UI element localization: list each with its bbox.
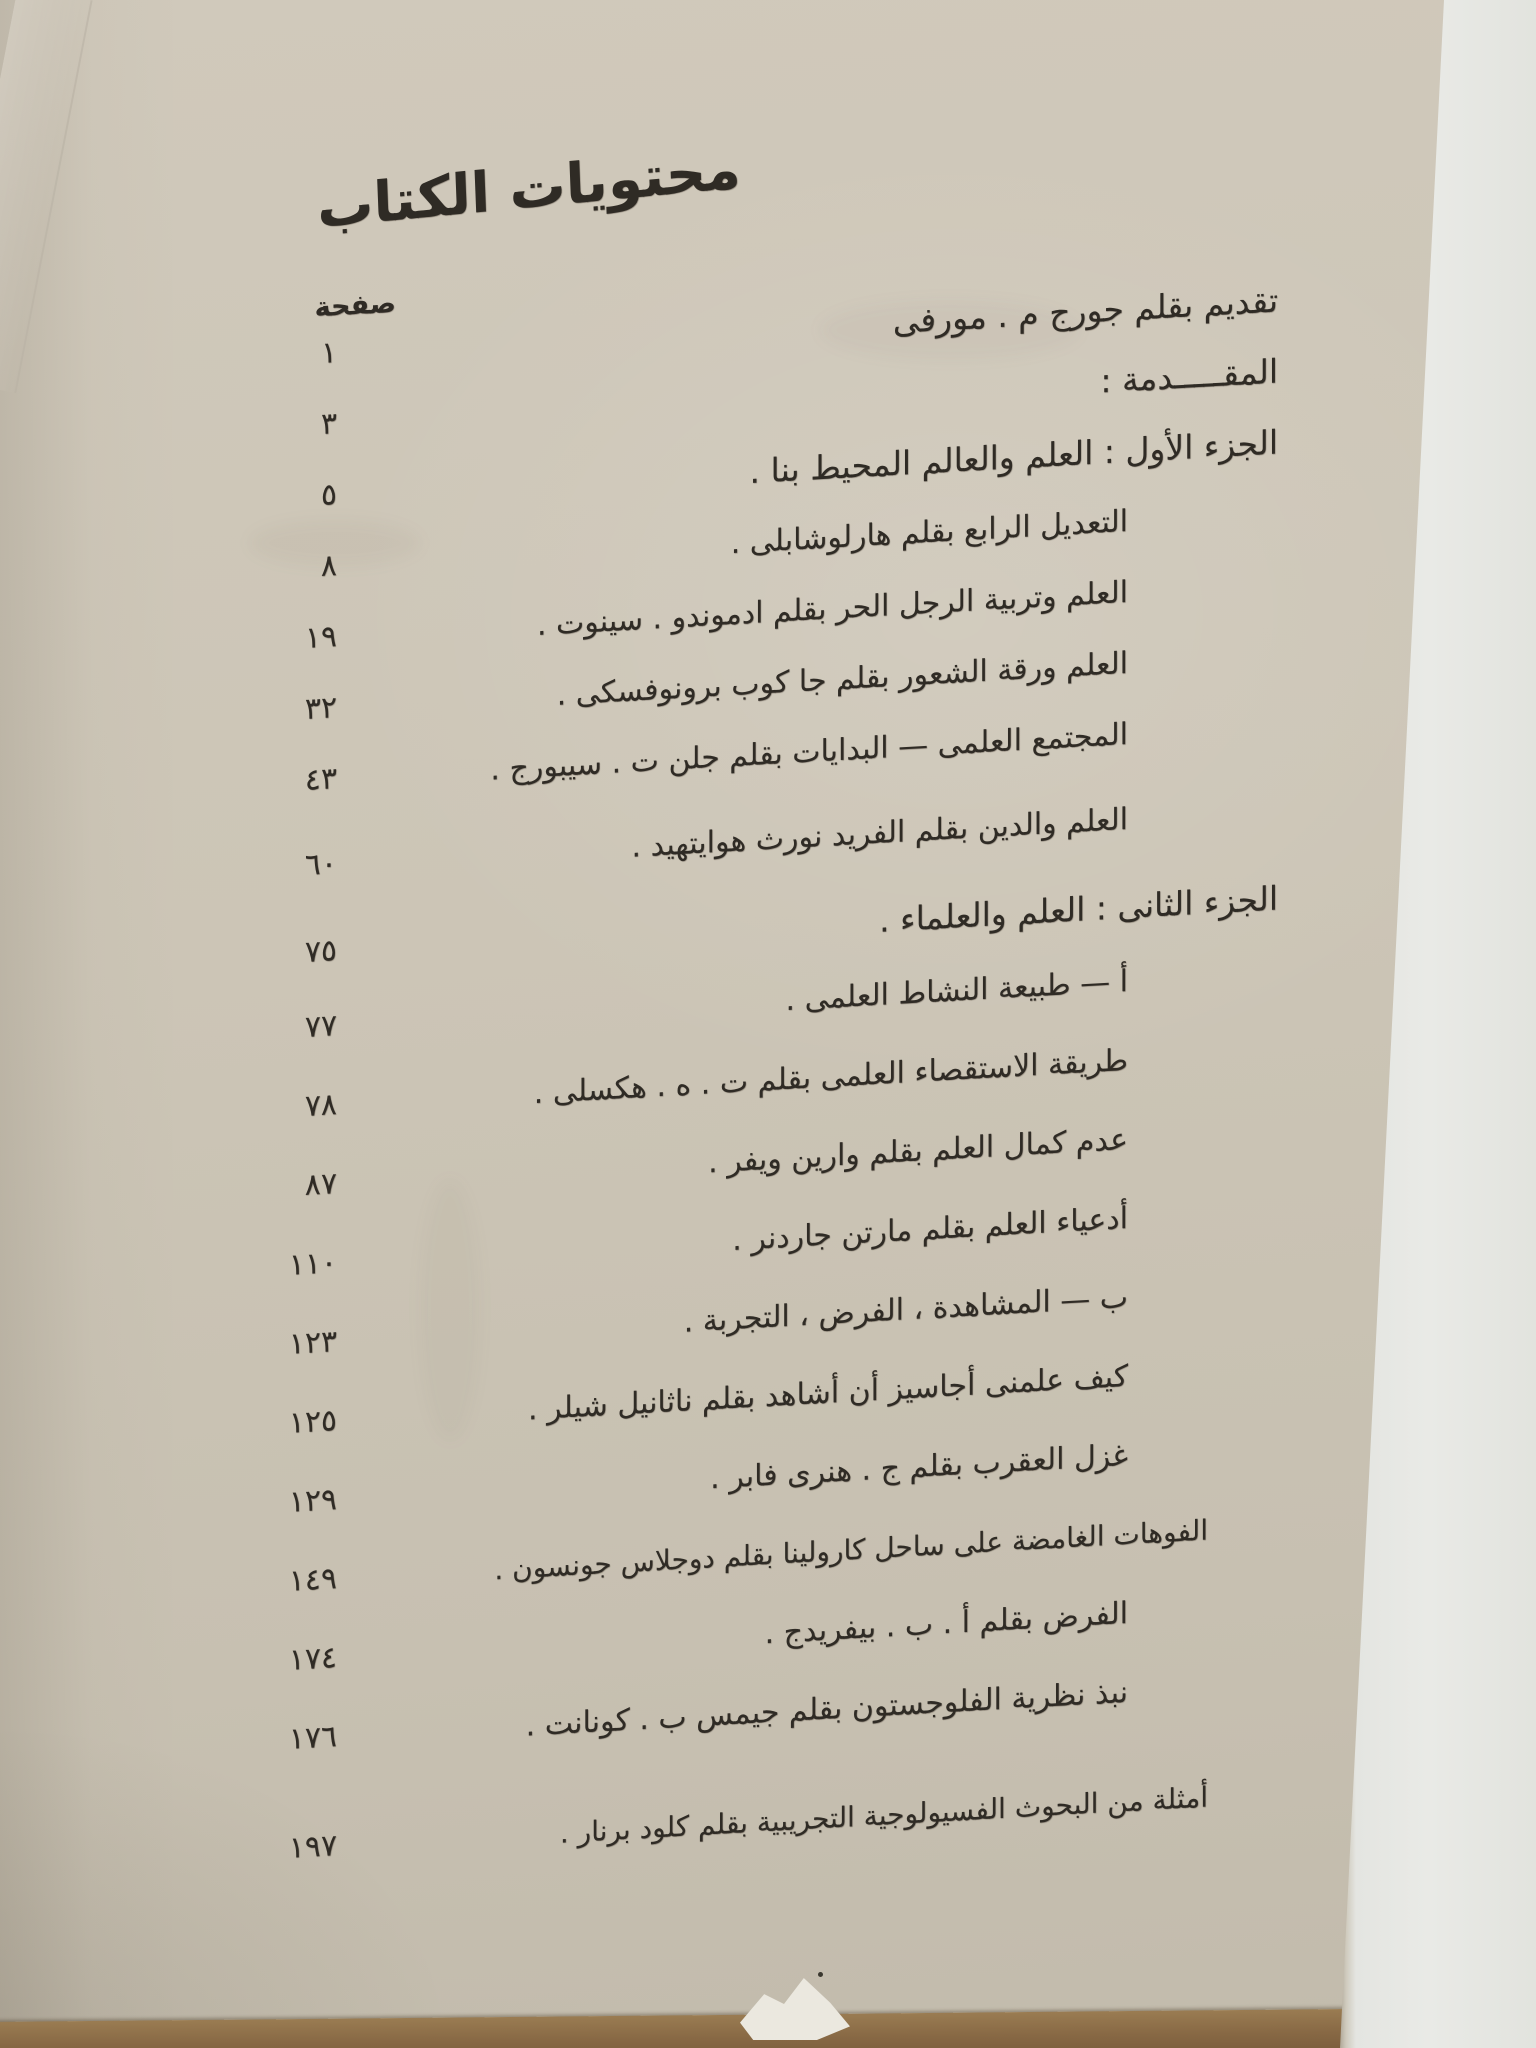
toc-entry-text: نبذ نظرية الفلوجستون بقلم جيمس ب . كونانت .: [525, 1674, 1128, 1744]
toc-page-number: ١٧٤: [288, 1640, 337, 1678]
page-title: محتويات الكتاب: [316, 136, 743, 242]
toc-page-number: ١٢٩: [288, 1482, 337, 1520]
toc-page-number: ١٧٦: [288, 1719, 337, 1757]
toc-page-number: ٤٣: [304, 761, 337, 798]
toc-entry-text: الجزء الثانى : العلم والعلماء .: [879, 878, 1278, 940]
toc-page-number: ٦٠: [304, 846, 337, 883]
toc-page-number: ١٤٩: [288, 1561, 337, 1599]
toc-entry-text: الجزء الأول : العلم والعالم المحيط بنا .: [749, 422, 1278, 492]
toc-entry-text: غزل العقرب بقلم ج . هنرى فابر .: [710, 1437, 1128, 1497]
table-of-contents: [0, 250, 1536, 1904]
toc-page-number: ١٢٥: [288, 1403, 337, 1441]
toc-page-number: ٣: [320, 406, 337, 443]
toc-entry-text: العلم وتربية الرجل الحر بقلم ادموندو . سينوت .: [536, 574, 1128, 643]
toc-page-number: ٧٧: [304, 1008, 337, 1045]
paper-speck: [818, 1972, 823, 1977]
toc-entry-text: الفرض بقلم أ . ب . بيفريدج .: [764, 1595, 1128, 1652]
toc-page-number: ١: [320, 335, 337, 372]
toc-entry-text: العلم والدين بقلم الفريد نورث هوايتهيد .: [631, 801, 1128, 865]
toc-page-number: ٧٨: [304, 1087, 337, 1124]
toc-entry-text: المقـــــدمة :: [1100, 351, 1278, 401]
toc-entry-text: العلم ورقة الشعور بقلم جا كوب برونوفسكى .: [556, 645, 1128, 713]
toc-page-number: ١٩: [304, 619, 337, 656]
toc-page-number: ٥: [320, 477, 337, 514]
toc-entry-text: ب — المشاهدة ، الفرض ، التجربة .: [683, 1279, 1128, 1340]
toc-page-number: ١٩٧: [288, 1828, 337, 1866]
toc-entry-text: الفوهات الغامضة على ساحل كارولينا بقلم دوجلاس جونسون .: [494, 1513, 1208, 1587]
toc-entry-text: عدم كمال العلم بقلم وارين ويفر .: [708, 1121, 1128, 1181]
toc-entry-text: أمثلة من البحوث الفسيولوجية التجريبية بقلم كلود برنار .: [559, 1780, 1208, 1850]
toc-page-number: ٧٥: [304, 933, 337, 970]
toc-page-number: ١٢٣: [288, 1324, 337, 1362]
toc-entry-text: طريقة الاستقصاء العلمى بقلم ت . ه . هكسلى .: [533, 1042, 1128, 1112]
toc-entry-text: أ — طبيعة النشاط العلمى .: [785, 963, 1128, 1019]
toc-entry-text: أدعياء العلم بقلم مارتن جاردنر .: [732, 1200, 1128, 1259]
toc-entry-text: التعديل الرابع بقلم هارلوشابلى .: [730, 503, 1128, 562]
toc-entry-text: المجتمع العلمى — البدايات بقلم جلن ت . سيبورج .: [490, 716, 1128, 788]
toc-page-number: ٨: [320, 548, 337, 585]
toc-page-number: ١١٠: [288, 1245, 337, 1283]
toc-page-number: ٣٢: [304, 690, 337, 727]
toc-entry-text: كيف علمنى أجاسيز أن أشاهد بقلم ناثانيل شيلر .: [528, 1358, 1128, 1428]
page-column-label: صفحة: [314, 287, 396, 324]
toc-entry-text: تقديم بقلم جورج م . مورفى: [892, 280, 1278, 342]
toc-page-number: ٨٧: [304, 1166, 337, 1203]
